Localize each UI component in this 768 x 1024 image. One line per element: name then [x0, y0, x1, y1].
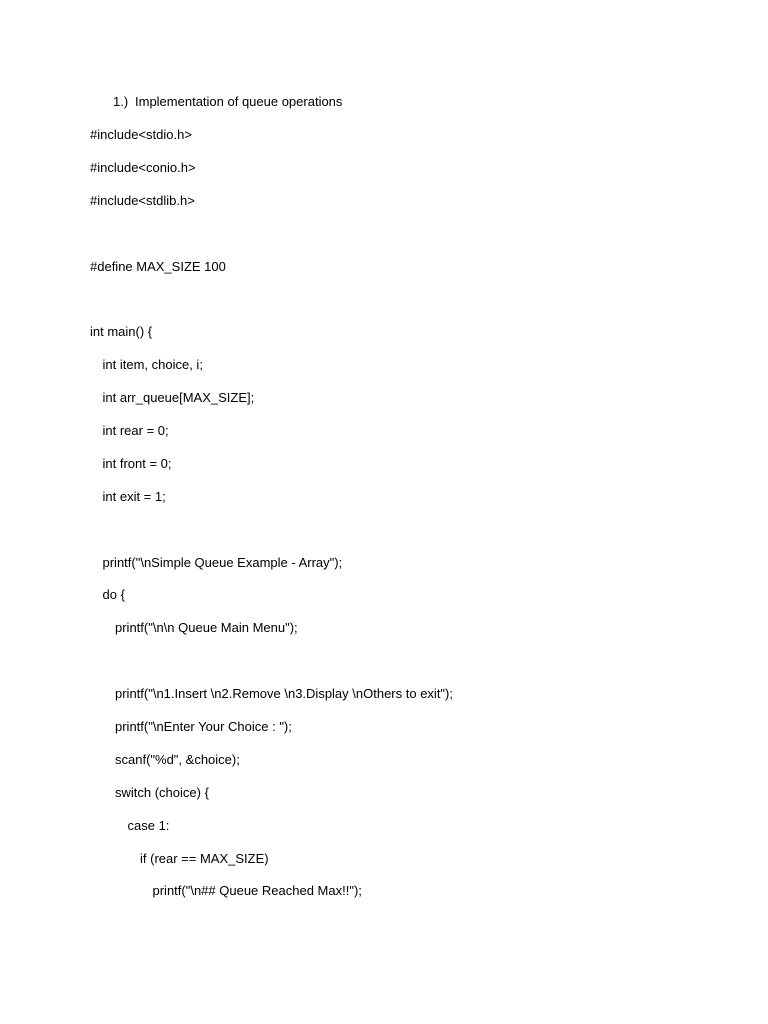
code-line: printf("\n1.Insert \n2.Remove \n3.Display \nOthers to exit");: [115, 686, 453, 702]
code-listing: [90, 126, 453, 915]
blank-line: [90, 521, 453, 554]
heading-number: 1.): [113, 94, 129, 109]
code-line: int arr_queue[MAX_SIZE];: [102, 390, 255, 406]
code-line: do {: [102, 587, 125, 603]
code-line: #include<stdio.h>: [90, 127, 192, 142]
code-line: printf("\n\n Queue Main Menu");: [115, 620, 298, 636]
blank-line: [90, 290, 453, 323]
code-line: printf("\nEnter Your Choice : ");: [115, 719, 292, 735]
code-line: int item, choice, i;: [102, 357, 203, 373]
code-line: printf("\n## Queue Reached Max!!");: [152, 883, 362, 899]
code-line: int rear = 0;: [102, 423, 169, 439]
code-line: int main() {: [90, 324, 153, 340]
section-heading: [113, 93, 342, 111]
code-line: #include<conio.h>: [90, 159, 196, 175]
blank-line: [90, 225, 453, 258]
code-line: case 1:: [127, 817, 170, 833]
code-line: int exit = 1;: [102, 488, 166, 504]
code-line: scanf("%d", &choice);: [115, 751, 240, 767]
code-line: printf("\nSimple Queue Example - Array");: [102, 554, 343, 570]
code-line: #define MAX_SIZE 100: [90, 258, 226, 274]
code-line: if (rear == MAX_SIZE): [140, 850, 269, 866]
code-line: switch (choice) {: [115, 784, 209, 800]
blank-line: [90, 652, 453, 685]
heading-text: Implementation of queue operations: [135, 94, 343, 109]
code-line: int front = 0;: [102, 455, 172, 471]
code-line: #include<stdlib.h>: [90, 192, 195, 208]
